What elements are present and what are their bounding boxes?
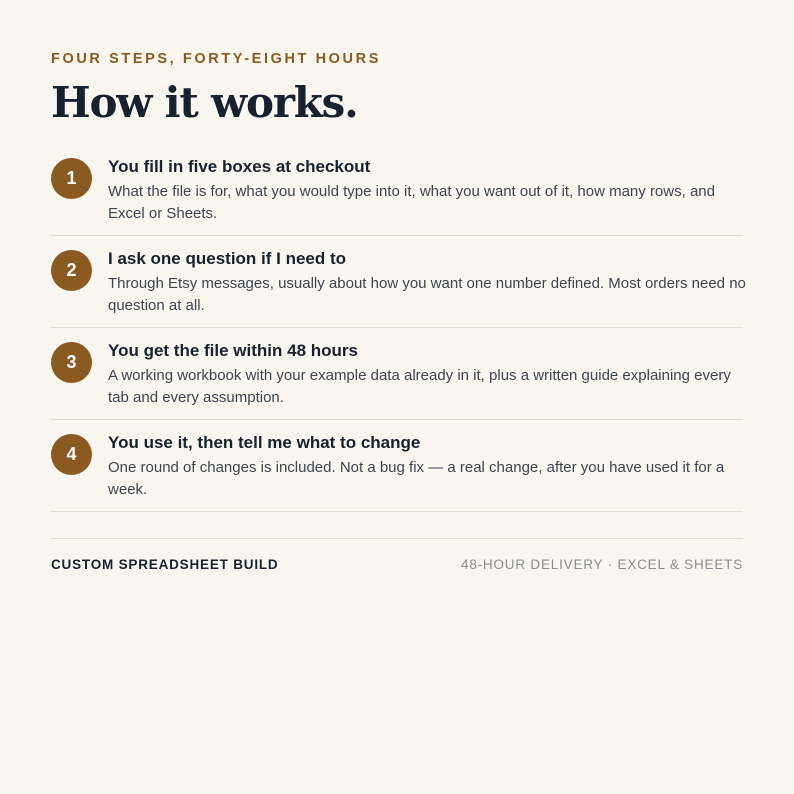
step-description: A working workbook with your example data already in it, plus a written guide explaining every tab and every assumption.	[108, 367, 731, 406]
step-item	[51, 145, 743, 236]
footer-product-label: CUSTOM SPREADSHEET BUILD	[51, 557, 279, 572]
step-description: One round of changes is included. Not a bug fix — a real change, after you have used it for a week.	[108, 459, 725, 498]
eyebrow-label: FOUR STEPS, FORTY-EIGHT HOURS	[51, 51, 381, 67]
step-heading: You get the file within 48 hours	[108, 341, 358, 360]
footer-divider	[51, 538, 743, 539]
step-description: What the file is for, what you would type into it, what you want out of it, how many rows, and Excel or Sheets.	[108, 183, 715, 222]
step-number-badge: 2	[51, 250, 92, 291]
footer-delivery-label: 48-HOUR DELIVERY · EXCEL & SHEETS	[461, 557, 743, 572]
steps-list	[51, 145, 746, 512]
step-heading: You use it, then tell me what to change	[108, 433, 421, 452]
step-item	[51, 329, 743, 420]
step-number-badge: 3	[51, 342, 92, 383]
page-title: How it works.	[51, 78, 358, 127]
step-item	[51, 237, 746, 328]
step-number-badge: 4	[51, 434, 92, 475]
step-heading: I ask one question if I need to	[108, 249, 347, 268]
step-item	[51, 421, 743, 512]
step-heading: You fill in five boxes at checkout	[108, 157, 371, 176]
step-number-badge: 1	[51, 158, 92, 199]
step-description: Through Etsy messages, usually about how you want one number defined. Most orders need no question at all.	[108, 275, 746, 314]
